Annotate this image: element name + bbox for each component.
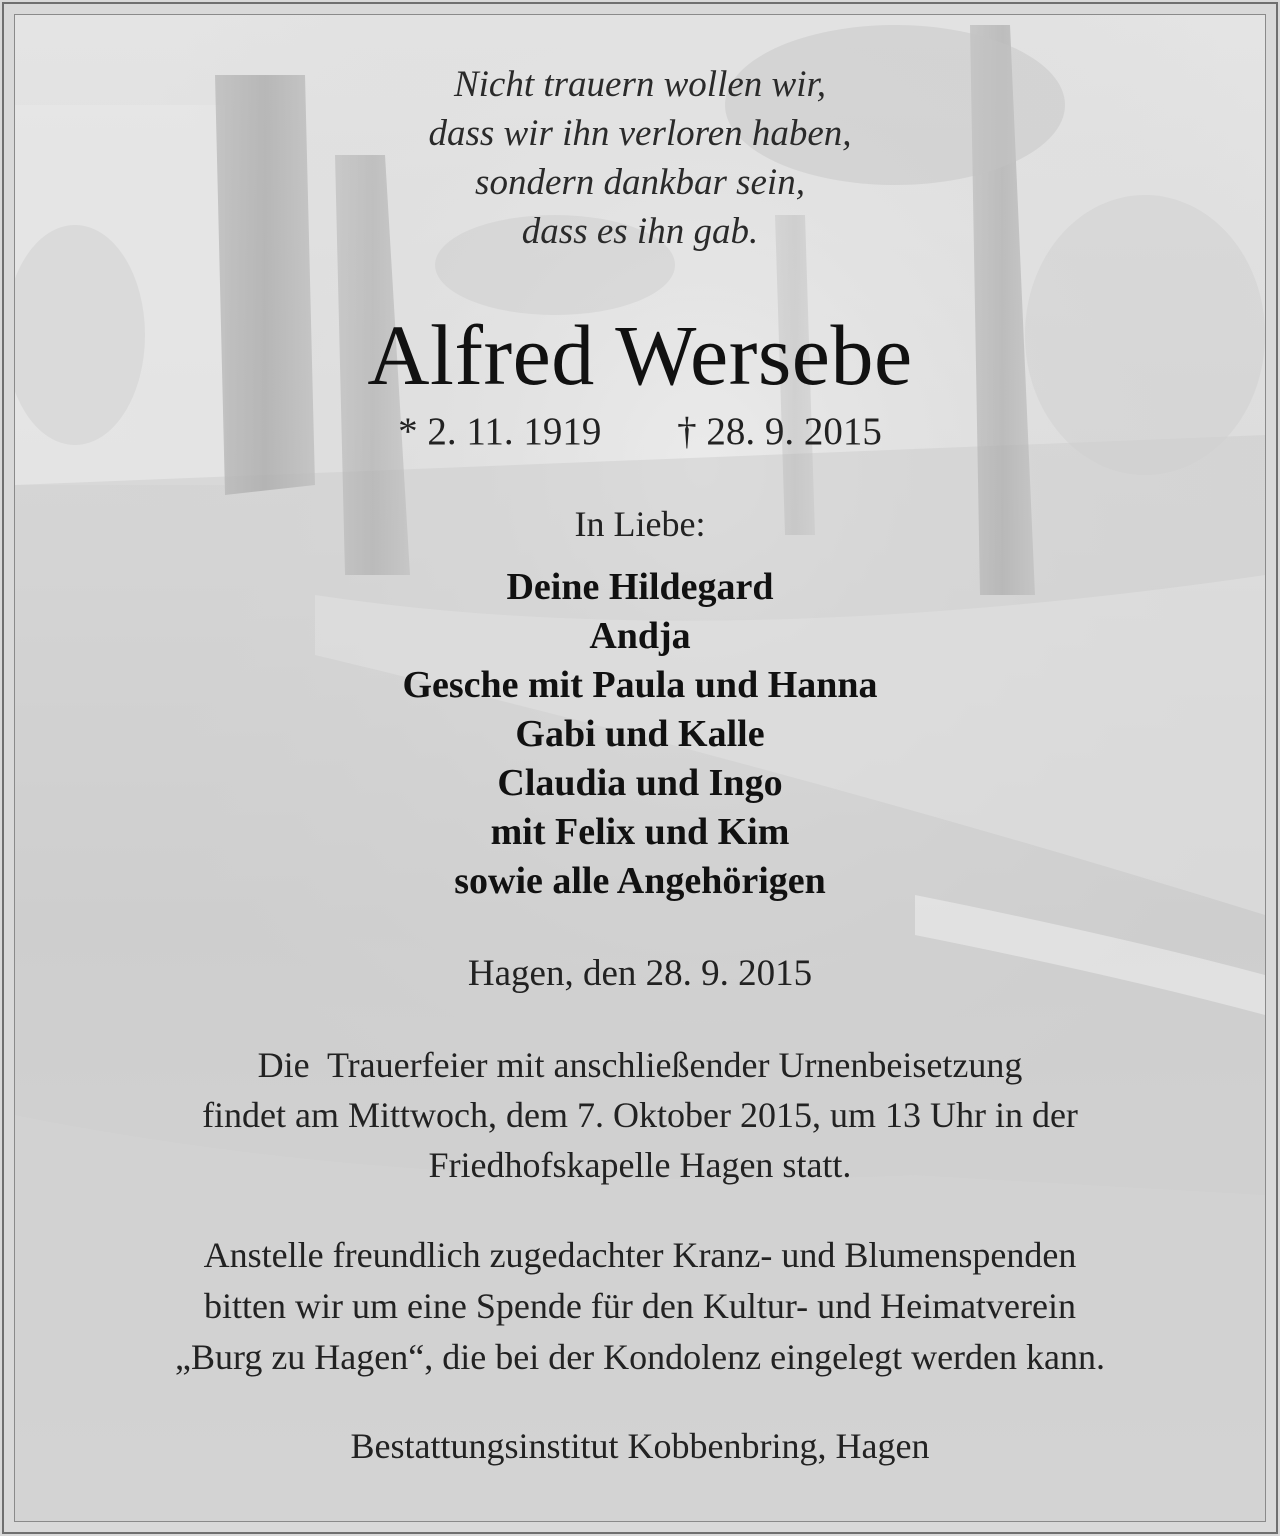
death-date: † 28. 9. 2015 [677, 410, 882, 453]
life-dates [0, 408, 1280, 456]
place-and-date: Hagen, den 28. 9. 2015 [467, 953, 813, 994]
verse-line: dass es ihn gab. [521, 211, 759, 252]
donation-line: bitten wir um eine Spende für den Kultur- und Heimatverein [203, 1286, 1077, 1326]
mourner-line: sowie alle Angehörigen [454, 860, 826, 902]
ceremony-line: Die Trauerfeier mit anschließender Urnenbeisetzung [257, 1045, 1023, 1085]
verse-line: Nicht trauern wollen wir, [453, 64, 827, 105]
donation-line: Anstelle freundlich zugedachter Kranz- und Blumenspenden [203, 1235, 1077, 1275]
ceremony-line: Friedhofskapelle Hagen statt. [428, 1145, 852, 1185]
birth-date: * 2. 11. 1919 [398, 410, 602, 453]
donation-request [0, 1230, 1280, 1383]
mourner-line: Gabi und Kalle [515, 713, 765, 755]
funeral-home: Bestattungsinstitut Kobbenbring, Hagen [350, 1426, 930, 1466]
verse-line: sondern dankbar sein, [475, 162, 805, 203]
memorial-verse [0, 60, 1280, 256]
mourner-line: Claudia und Ingo [497, 762, 783, 804]
mourners-list [0, 563, 1280, 906]
mourner-line: Gesche mit Paula und Hanna [402, 664, 878, 706]
verse-line: dass wir ihn verloren haben, [428, 113, 852, 154]
ceremony-line: findet am Mittwoch, dem 7. Oktober 2015, um 13 Uhr in der [202, 1095, 1078, 1135]
mourner-line: Andja [589, 615, 691, 657]
mourners-intro: In Liebe: [574, 504, 706, 544]
deceased-name: Alfred Wersebe [367, 307, 913, 403]
mourner-line: mit Felix und Kim [490, 811, 790, 853]
mourner-line: Deine Hildegard [506, 566, 774, 608]
donation-line: „Burg zu Hagen“, die bei der Kondolenz eingelegt werden kann. [175, 1337, 1105, 1377]
ceremony-details [0, 1040, 1280, 1190]
